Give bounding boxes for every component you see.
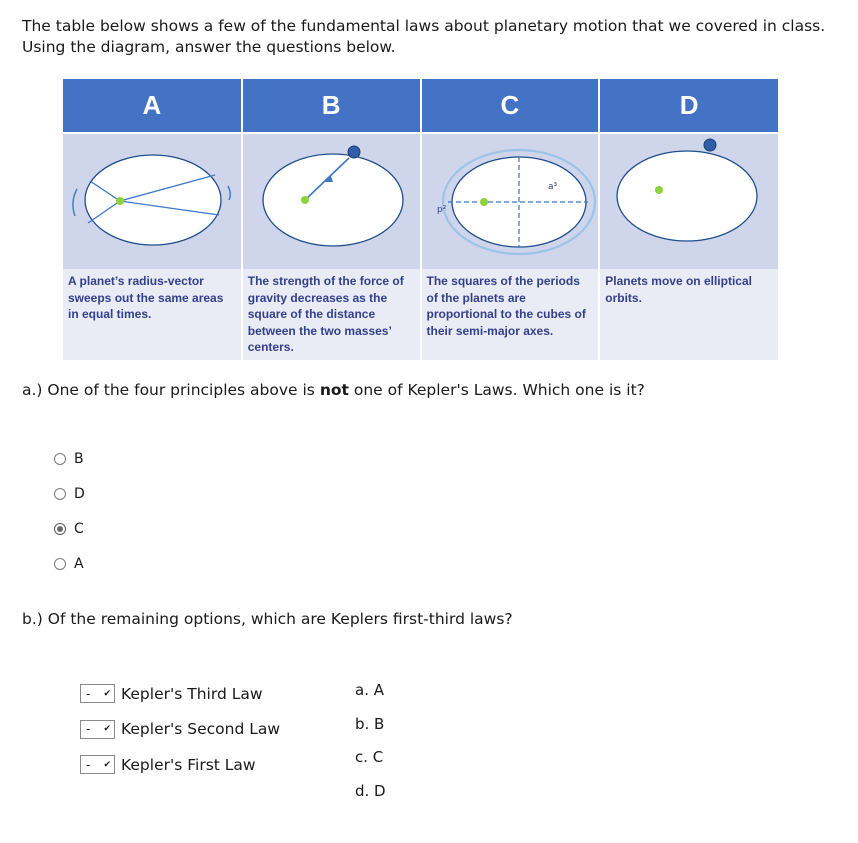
- planet-icon: [348, 146, 360, 158]
- answer-c: c. C: [355, 748, 384, 767]
- answer-d: d. D: [355, 782, 386, 801]
- sun-icon: [301, 196, 309, 204]
- header-a: A: [63, 79, 242, 133]
- match-row-first-law: [80, 747, 280, 783]
- question-a-emphasis: not: [319, 381, 349, 399]
- sun-icon: [116, 197, 124, 205]
- periods-axes-diagram: [422, 134, 600, 269]
- question-a-options: [54, 441, 85, 581]
- planet-icon: [704, 139, 716, 151]
- question-a-prefix: a.) One of the four principles above is: [22, 381, 320, 399]
- select-value: -: [86, 757, 91, 772]
- radio-button[interactable]: [54, 558, 66, 570]
- answer-a: a. A: [355, 681, 384, 699]
- sun-icon: [480, 198, 488, 206]
- option-label: A: [74, 555, 84, 572]
- elliptical-orbit-diagram: [600, 134, 778, 269]
- description-b: The strength of the force of gravity decreases as the square of the distance between the two masses’ centers.: [242, 269, 421, 360]
- option-label: D: [74, 485, 85, 502]
- chevron-down-icon: ✔︎: [103, 759, 111, 770]
- option-d[interactable]: [54, 476, 85, 511]
- option-label: B: [74, 450, 84, 467]
- match-row-second-law: [80, 712, 280, 748]
- option-label: C: [74, 520, 84, 537]
- match-label: Kepler's Second Law: [121, 720, 281, 739]
- question-a-suffix: one of Kepler's Laws. Which one is it?: [348, 381, 645, 399]
- match-label: Kepler's Third Law: [121, 684, 263, 703]
- match-label: Kepler's First Law: [121, 755, 256, 774]
- header-d: D: [599, 79, 778, 133]
- diagram-b: [242, 133, 421, 269]
- diagram-d: [599, 133, 778, 269]
- description-c: The squares of the periods of the planets are proportional to the cubes of their semi-major axes.: [421, 269, 600, 360]
- laws-table: [63, 79, 778, 362]
- gravity-force-diagram: [243, 134, 421, 269]
- label-p-squared: p²: [436, 205, 446, 215]
- match-select[interactable]: [80, 755, 115, 774]
- radio-button[interactable]: [54, 453, 66, 465]
- select-value: -: [86, 686, 91, 701]
- option-c[interactable]: [54, 511, 85, 546]
- answer-b: b. B: [355, 714, 385, 733]
- description-a: A planet’s radius-vector sweeps out the same areas in equal times.: [63, 269, 242, 360]
- answer-choices: [355, 681, 386, 816]
- diagram-a: [63, 133, 242, 269]
- description-d: Planets move on elliptical orbits.: [599, 269, 778, 360]
- header-b: B: [242, 79, 421, 133]
- select-value: -: [86, 722, 91, 737]
- chevron-down-icon: ✔︎: [103, 688, 111, 699]
- question-b: b.) Of the remaining options, which are Keplers first-third laws?: [22, 610, 513, 628]
- chevron-down-icon: ✔︎: [103, 724, 111, 735]
- question-a: [22, 381, 645, 399]
- header-c: C: [421, 79, 600, 133]
- intro-text: The table below shows a few of the fundamental laws about planetary motion that we covered in class. Using the diagram, answer the questions below.: [22, 17, 826, 56]
- diagram-c: [421, 133, 600, 269]
- radio-button-selected[interactable]: [54, 523, 66, 535]
- radio-button[interactable]: [54, 488, 66, 500]
- match-select[interactable]: [80, 720, 115, 739]
- option-b[interactable]: [54, 441, 85, 476]
- option-a[interactable]: [54, 546, 85, 581]
- match-row-third-law: [80, 676, 280, 712]
- match-select[interactable]: [80, 684, 115, 703]
- sun-icon: [655, 186, 663, 194]
- label-a-cubed: a³: [547, 182, 557, 192]
- equal-areas-orbit-diagram: [63, 134, 241, 269]
- matching-rows: [80, 676, 280, 783]
